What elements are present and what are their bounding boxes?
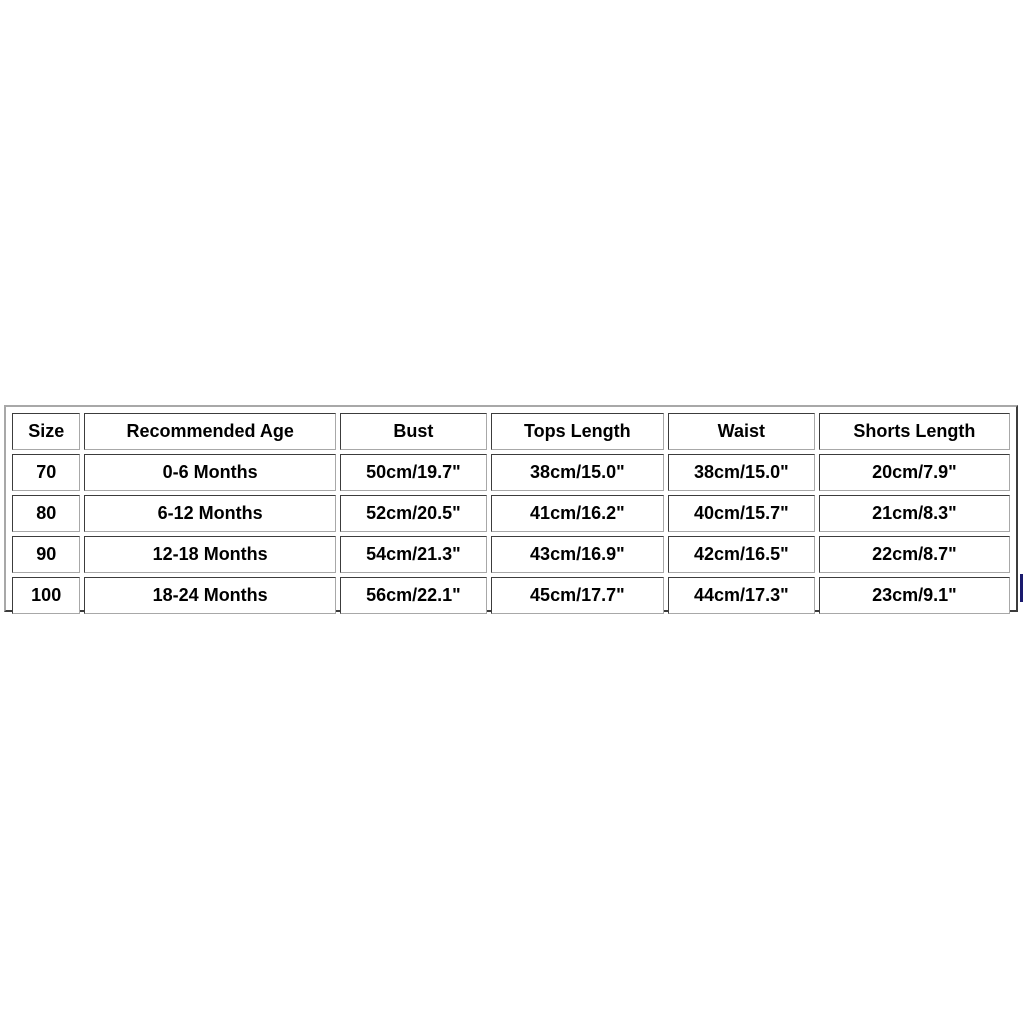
cell-tops-length: 43cm/16.9"	[491, 536, 664, 573]
edge-artifact	[1020, 574, 1023, 602]
cell-shorts-length: 20cm/7.9"	[819, 454, 1010, 491]
cell-tops-length: 45cm/17.7"	[491, 577, 664, 614]
cell-recommended-age: 18-24 Months	[84, 577, 336, 614]
cell-recommended-age: 0-6 Months	[84, 454, 336, 491]
size-chart-table	[8, 409, 1014, 618]
cell-bust: 52cm/20.5"	[340, 495, 487, 532]
header-bust: Bust	[340, 413, 487, 450]
cell-waist: 44cm/17.3"	[668, 577, 815, 614]
cell-shorts-length: 22cm/8.7"	[819, 536, 1010, 573]
cell-waist: 38cm/15.0"	[668, 454, 815, 491]
cell-recommended-age: 6-12 Months	[84, 495, 336, 532]
cell-tops-length: 38cm/15.0"	[491, 454, 664, 491]
table-row	[12, 495, 1010, 532]
table-header-row	[12, 413, 1010, 450]
cell-recommended-age: 12-18 Months	[84, 536, 336, 573]
header-tops-length: Tops Length	[491, 413, 664, 450]
table-row	[12, 577, 1010, 614]
header-recommended-age: Recommended Age	[84, 413, 336, 450]
cell-shorts-length: 21cm/8.3"	[819, 495, 1010, 532]
cell-size: 80	[12, 495, 80, 532]
header-shorts-length: Shorts Length	[819, 413, 1010, 450]
header-waist: Waist	[668, 413, 815, 450]
cell-tops-length: 41cm/16.2"	[491, 495, 664, 532]
cell-shorts-length: 23cm/9.1"	[819, 577, 1010, 614]
cell-bust: 50cm/19.7"	[340, 454, 487, 491]
header-size: Size	[12, 413, 80, 450]
size-chart-frame	[4, 405, 1018, 612]
cell-waist: 42cm/16.5"	[668, 536, 815, 573]
cell-size: 100	[12, 577, 80, 614]
cell-size: 90	[12, 536, 80, 573]
cell-bust: 56cm/22.1"	[340, 577, 487, 614]
cell-bust: 54cm/21.3"	[340, 536, 487, 573]
table-row	[12, 536, 1010, 573]
cell-size: 70	[12, 454, 80, 491]
cell-waist: 40cm/15.7"	[668, 495, 815, 532]
table-row	[12, 454, 1010, 491]
